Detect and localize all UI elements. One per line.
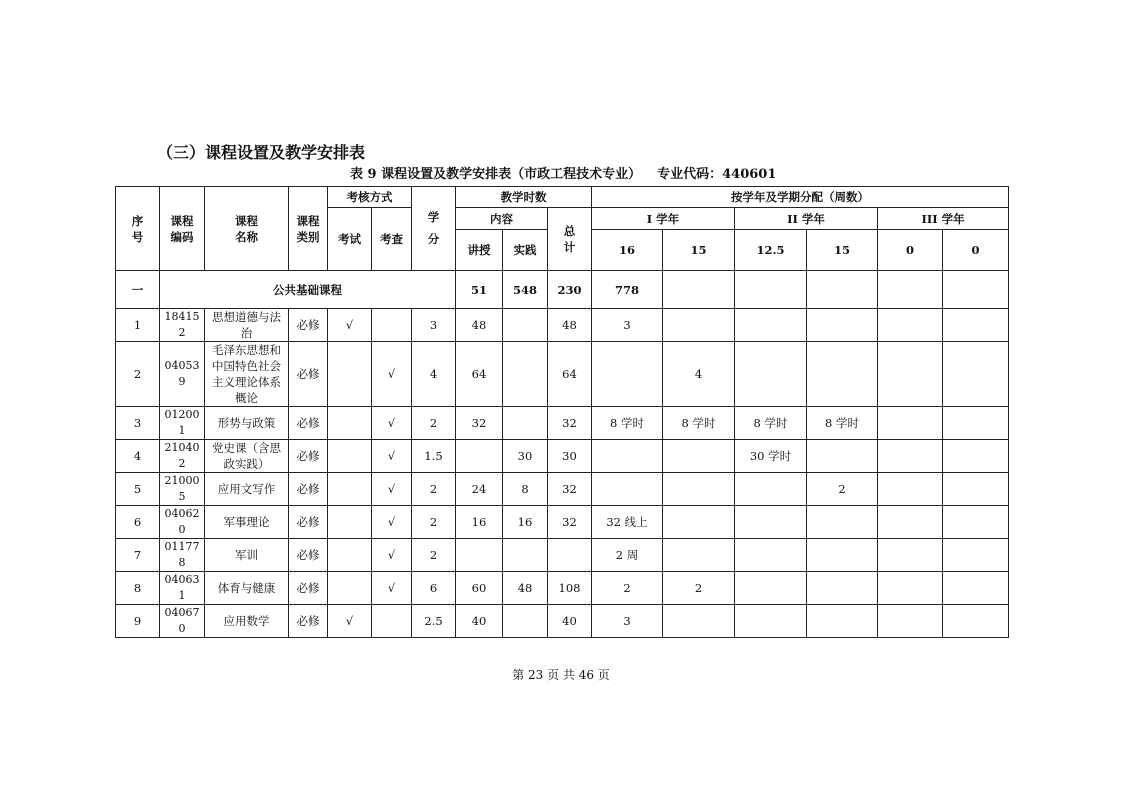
cell-name: 军事理论: [205, 506, 289, 539]
cell-s3: 8 学时: [735, 407, 807, 440]
header-seq: 序 号: [116, 187, 160, 271]
cell-s1: [592, 473, 663, 506]
cell-practice: [503, 407, 548, 440]
header-week-4: 15: [807, 230, 878, 271]
cell-total: 48: [548, 309, 592, 342]
cell-s4: [807, 605, 878, 638]
header-year2: II 学年: [735, 208, 878, 230]
cell-lecture: 64: [456, 342, 503, 407]
cell-practice: 48: [503, 572, 548, 605]
cell-s6: [943, 605, 1009, 638]
header-week-5: 0: [878, 230, 943, 271]
cell-total: 64: [548, 342, 592, 407]
cell-name: 毛泽东思想和中国特色社会主义理论体系概论: [205, 342, 289, 407]
cell-s3: [735, 605, 807, 638]
cell-s4: [807, 440, 878, 473]
major-code: 专业代码：440601: [657, 167, 777, 182]
header-practice: 实践: [503, 230, 548, 271]
cell-s6: [943, 342, 1009, 407]
cell-s2: 4: [663, 342, 735, 407]
cell-s2: [663, 506, 735, 539]
cell-credit: 2: [412, 407, 456, 440]
cell-s1: [592, 440, 663, 473]
cell-exam: [328, 342, 372, 407]
cell-type: 必修: [289, 572, 328, 605]
cell-lecture: 16: [456, 506, 503, 539]
header-total: 总 计: [548, 208, 592, 271]
cell-s1: 8 学时: [592, 407, 663, 440]
header-type: 课程 类别: [289, 187, 328, 271]
cell-total: 30: [548, 440, 592, 473]
table-row: [116, 572, 1009, 605]
cell-total: [548, 539, 592, 572]
cell-s1: 3: [592, 605, 663, 638]
table-row: [116, 309, 1009, 342]
cell-s4: [807, 572, 878, 605]
cell-check: √: [372, 539, 412, 572]
cell-credit: 2: [412, 539, 456, 572]
cell-lecture: 24: [456, 473, 503, 506]
cell-check: [372, 605, 412, 638]
cell-seq: 7: [116, 539, 160, 572]
cell-s1: [592, 342, 663, 407]
cell-s6: [943, 309, 1009, 342]
cell-s1: 32 线上: [592, 506, 663, 539]
cell-seq: 5: [116, 473, 160, 506]
cell-s3: [735, 473, 807, 506]
cell-total: 40: [548, 605, 592, 638]
header-code: 课程 编码: [160, 187, 205, 271]
cell-lecture: [456, 440, 503, 473]
header-week-1: 16: [592, 230, 663, 271]
cell-credit: 2: [412, 473, 456, 506]
cell-seq: 2: [116, 342, 160, 407]
cell-lecture: 32: [456, 407, 503, 440]
category-s5: [943, 271, 1009, 309]
cell-s6: [943, 539, 1009, 572]
category-practice: 230: [548, 271, 592, 309]
cell-s4: 2: [807, 473, 878, 506]
category-seq: 一: [116, 271, 160, 309]
table-row: [116, 342, 1009, 407]
cell-lecture: 48: [456, 309, 503, 342]
category-row: [116, 271, 1009, 309]
cell-type: 必修: [289, 539, 328, 572]
table-row: [116, 506, 1009, 539]
cell-name: 应用文写作: [205, 473, 289, 506]
cell-s3: [735, 309, 807, 342]
cell-s2: [663, 539, 735, 572]
cell-s1: 2 周: [592, 539, 663, 572]
cell-check: √: [372, 506, 412, 539]
cell-s1: 2: [592, 572, 663, 605]
category-lecture: 548: [503, 271, 548, 309]
cell-s5: [878, 605, 943, 638]
header-check: 考查: [372, 208, 412, 271]
table-caption-title: 表 9 课程设置及教学安排表（市政工程技术专业）: [350, 167, 642, 182]
cell-code: 040620: [160, 506, 205, 539]
cell-total: 108: [548, 572, 592, 605]
cell-check: √: [372, 572, 412, 605]
cell-code: 011778: [160, 539, 205, 572]
table-row: [116, 539, 1009, 572]
course-schedule-table: [115, 186, 1009, 638]
category-credit: 51: [456, 271, 503, 309]
cell-seq: 6: [116, 506, 160, 539]
cell-s5: [878, 572, 943, 605]
cell-credit: 4: [412, 342, 456, 407]
header-week-2: 15: [663, 230, 735, 271]
table-row: [116, 407, 1009, 440]
category-s4: [878, 271, 943, 309]
cell-s4: [807, 506, 878, 539]
cell-s5: [878, 407, 943, 440]
cell-check: [372, 309, 412, 342]
cell-exam: [328, 473, 372, 506]
cell-credit: 3: [412, 309, 456, 342]
cell-check: √: [372, 342, 412, 407]
cell-type: 必修: [289, 309, 328, 342]
cell-seq: 3: [116, 407, 160, 440]
table-caption: [350, 163, 776, 182]
cell-practice: [503, 539, 548, 572]
cell-s2: 2: [663, 572, 735, 605]
header-hours: 教学时数: [456, 187, 592, 208]
header-content: 内容: [456, 208, 548, 230]
cell-practice: [503, 309, 548, 342]
cell-lecture: 60: [456, 572, 503, 605]
cell-s6: [943, 572, 1009, 605]
cell-s3: [735, 539, 807, 572]
cell-s5: [878, 309, 943, 342]
header-week-6: 0: [943, 230, 1009, 271]
cell-s6: [943, 407, 1009, 440]
cell-exam: [328, 506, 372, 539]
cell-seq: 8: [116, 572, 160, 605]
cell-s5: [878, 473, 943, 506]
cell-type: 必修: [289, 342, 328, 407]
category-s1: [663, 271, 735, 309]
cell-exam: [328, 572, 372, 605]
cell-code: 012001: [160, 407, 205, 440]
header-distribution: 按学年及学期分配（周数）: [592, 187, 1009, 208]
cell-type: 必修: [289, 473, 328, 506]
cell-code: 040631: [160, 572, 205, 605]
cell-s6: [943, 440, 1009, 473]
cell-credit: 2: [412, 506, 456, 539]
cell-s3: [735, 342, 807, 407]
cell-code: 184152: [160, 309, 205, 342]
cell-total: 32: [548, 407, 592, 440]
cell-s4: [807, 342, 878, 407]
cell-seq: 9: [116, 605, 160, 638]
cell-s3: 30 学时: [735, 440, 807, 473]
cell-s3: [735, 572, 807, 605]
category-s3: [807, 271, 878, 309]
cell-s5: [878, 440, 943, 473]
cell-seq: 1: [116, 309, 160, 342]
category-total: 778: [592, 271, 663, 309]
cell-s1: 3: [592, 309, 663, 342]
cell-s4: 8 学时: [807, 407, 878, 440]
table-row: [116, 440, 1009, 473]
cell-check: √: [372, 440, 412, 473]
cell-s6: [943, 506, 1009, 539]
cell-s2: [663, 605, 735, 638]
header-lecture: 讲授: [456, 230, 503, 271]
cell-credit: 1.5: [412, 440, 456, 473]
cell-type: 必修: [289, 506, 328, 539]
cell-s2: 8 学时: [663, 407, 735, 440]
cell-name: 军训: [205, 539, 289, 572]
cell-s5: [878, 342, 943, 407]
header-exam: 考试: [328, 208, 372, 271]
table-row: [116, 605, 1009, 638]
cell-s5: [878, 506, 943, 539]
page-footer: 第 23 页 共 46 页: [512, 668, 610, 682]
cell-exam: [328, 539, 372, 572]
cell-lecture: 40: [456, 605, 503, 638]
cell-type: 必修: [289, 440, 328, 473]
cell-lecture: [456, 539, 503, 572]
cell-practice: [503, 605, 548, 638]
header-assessment: 考核方式: [328, 187, 412, 208]
header-week-3: 12.5: [735, 230, 807, 271]
cell-s2: [663, 440, 735, 473]
cell-practice: 8: [503, 473, 548, 506]
cell-code: 210402: [160, 440, 205, 473]
category-name: 公共基础课程: [160, 271, 456, 309]
cell-practice: [503, 342, 548, 407]
cell-total: 32: [548, 473, 592, 506]
category-s2: [735, 271, 807, 309]
cell-credit: 6: [412, 572, 456, 605]
cell-code: 210005: [160, 473, 205, 506]
cell-seq: 4: [116, 440, 160, 473]
cell-name: 形势与政策: [205, 407, 289, 440]
cell-s5: [878, 539, 943, 572]
cell-exam: √: [328, 605, 372, 638]
cell-exam: √: [328, 309, 372, 342]
cell-practice: 30: [503, 440, 548, 473]
header-credit: 学 分: [412, 187, 456, 271]
header-name: 课程 名称: [205, 187, 289, 271]
table-row: [116, 473, 1009, 506]
cell-s2: [663, 473, 735, 506]
cell-type: 必修: [289, 605, 328, 638]
header-year1: I 学年: [592, 208, 735, 230]
cell-name: 思想道德与法治: [205, 309, 289, 342]
cell-name: 体育与健康: [205, 572, 289, 605]
cell-exam: [328, 407, 372, 440]
cell-s4: [807, 539, 878, 572]
cell-code: 040539: [160, 342, 205, 407]
cell-check: √: [372, 473, 412, 506]
cell-name: 应用数学: [205, 605, 289, 638]
cell-s4: [807, 309, 878, 342]
cell-name: 党史课（含思政实践）: [205, 440, 289, 473]
cell-practice: 16: [503, 506, 548, 539]
cell-total: 32: [548, 506, 592, 539]
cell-code: 040670: [160, 605, 205, 638]
cell-exam: [328, 440, 372, 473]
cell-s3: [735, 506, 807, 539]
cell-credit: 2.5: [412, 605, 456, 638]
header-year3: III 学年: [878, 208, 1009, 230]
cell-check: √: [372, 407, 412, 440]
cell-type: 必修: [289, 407, 328, 440]
section-title: （三）课程设置及教学安排表: [157, 143, 366, 162]
cell-s6: [943, 473, 1009, 506]
cell-s2: [663, 309, 735, 342]
